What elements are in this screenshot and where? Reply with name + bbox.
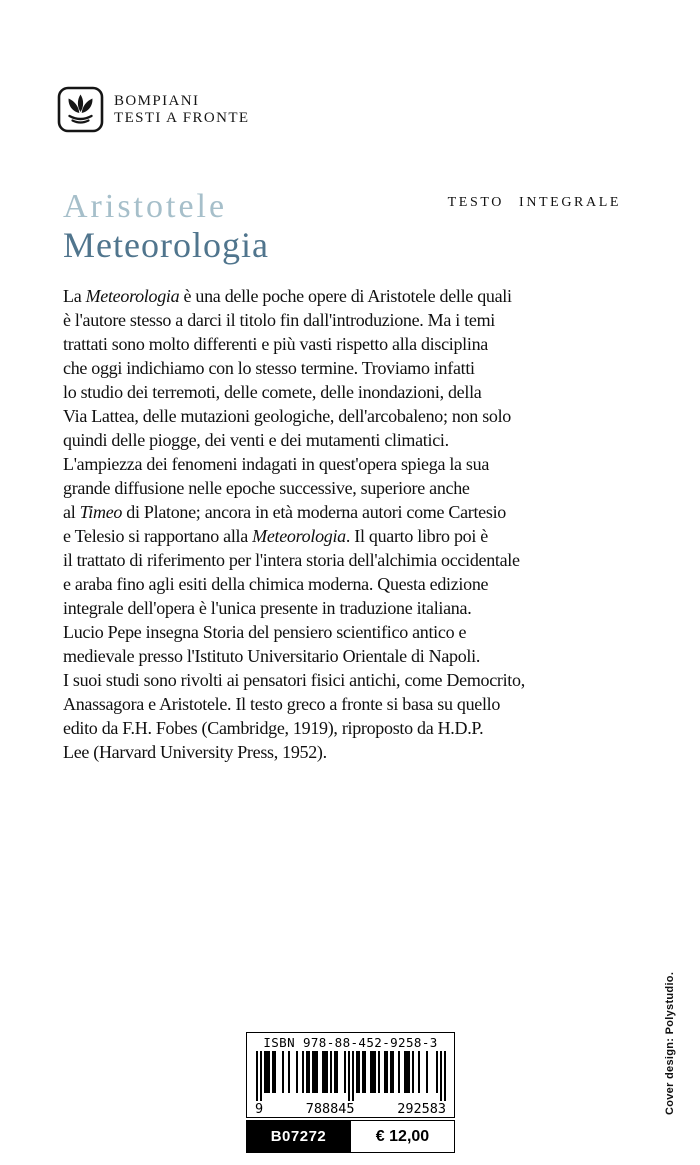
publisher-brand	[57, 86, 249, 133]
edition-badge: TESTO INTEGRALE	[447, 195, 621, 210]
series-name: TESTI A FRONTE	[114, 109, 250, 126]
price-row	[246, 1120, 455, 1153]
bompiani-logo-icon	[57, 86, 104, 133]
price: € 12,00	[351, 1120, 455, 1153]
book-title: Meteorologia	[63, 225, 269, 265]
barcode-digit-group: 788845	[305, 1101, 355, 1117]
barcode-digit-group: 9	[255, 1101, 264, 1117]
isbn-text: ISBN 978-88-452-9258-3	[263, 1035, 438, 1050]
publisher-text	[114, 93, 249, 127]
barcode-digits	[247, 1101, 454, 1117]
cover-design-credit: Cover design: Polystudio.	[664, 971, 676, 1115]
product-code: B07272	[246, 1120, 351, 1153]
barcode-label	[246, 1032, 455, 1118]
barcode-bars	[247, 1051, 454, 1101]
author-name: Aristotele	[63, 188, 228, 225]
barcode-digit-group: 292583	[397, 1101, 446, 1117]
book-description: La Meteorologia è una delle poche opere di Aristotele delle quali è l'autore stesso a darci il titolo fin dall'introduzione. Ma i temi trattati sono molto differenti e più vasti rispetto alla disciplina che oggi indichiamo con lo stesso termine. Troviamo infatti lo studio dei terremoti, delle comete, delle inondazioni, della Via Lattea, delle mutazioni geologiche, dell'arcobaleno; non solo quindi delle piogge, dei venti e dei mutamenti climatici. L'ampiezza dei fenomeni indagati in quest'opera spiega la sua grande diffusione nelle epoche successive, superiore anche al Timeo di Platone; ancora in età moderna autori come Cartesio e Telesio si rapportano alla Meteorologia. Il quarto libro poi è il trattato di riferimento per l'intera storia dell'alchimia occidentale e araba fino agli esiti della chimica moderna. Questa edizione integrale dell'opera è l'unica presente in traduzione italiana. Lucio Pepe insegna Storia del pensiero scientifico antico e medievale presso l'Istituto Universitario Orientale di Napoli. I suoi studi sono rivolti ai pensatori fisici antichi, come Democrito, Anassagora e Aristotele. Il testo greco a fronte si basa su quello edito da F.H. Fobes (Cambridge, 1919), riproposto da H.D.P. Lee (Harvard University Press, 1952).	[63, 286, 525, 762]
publisher-name: BOMPIANI	[114, 92, 200, 109]
